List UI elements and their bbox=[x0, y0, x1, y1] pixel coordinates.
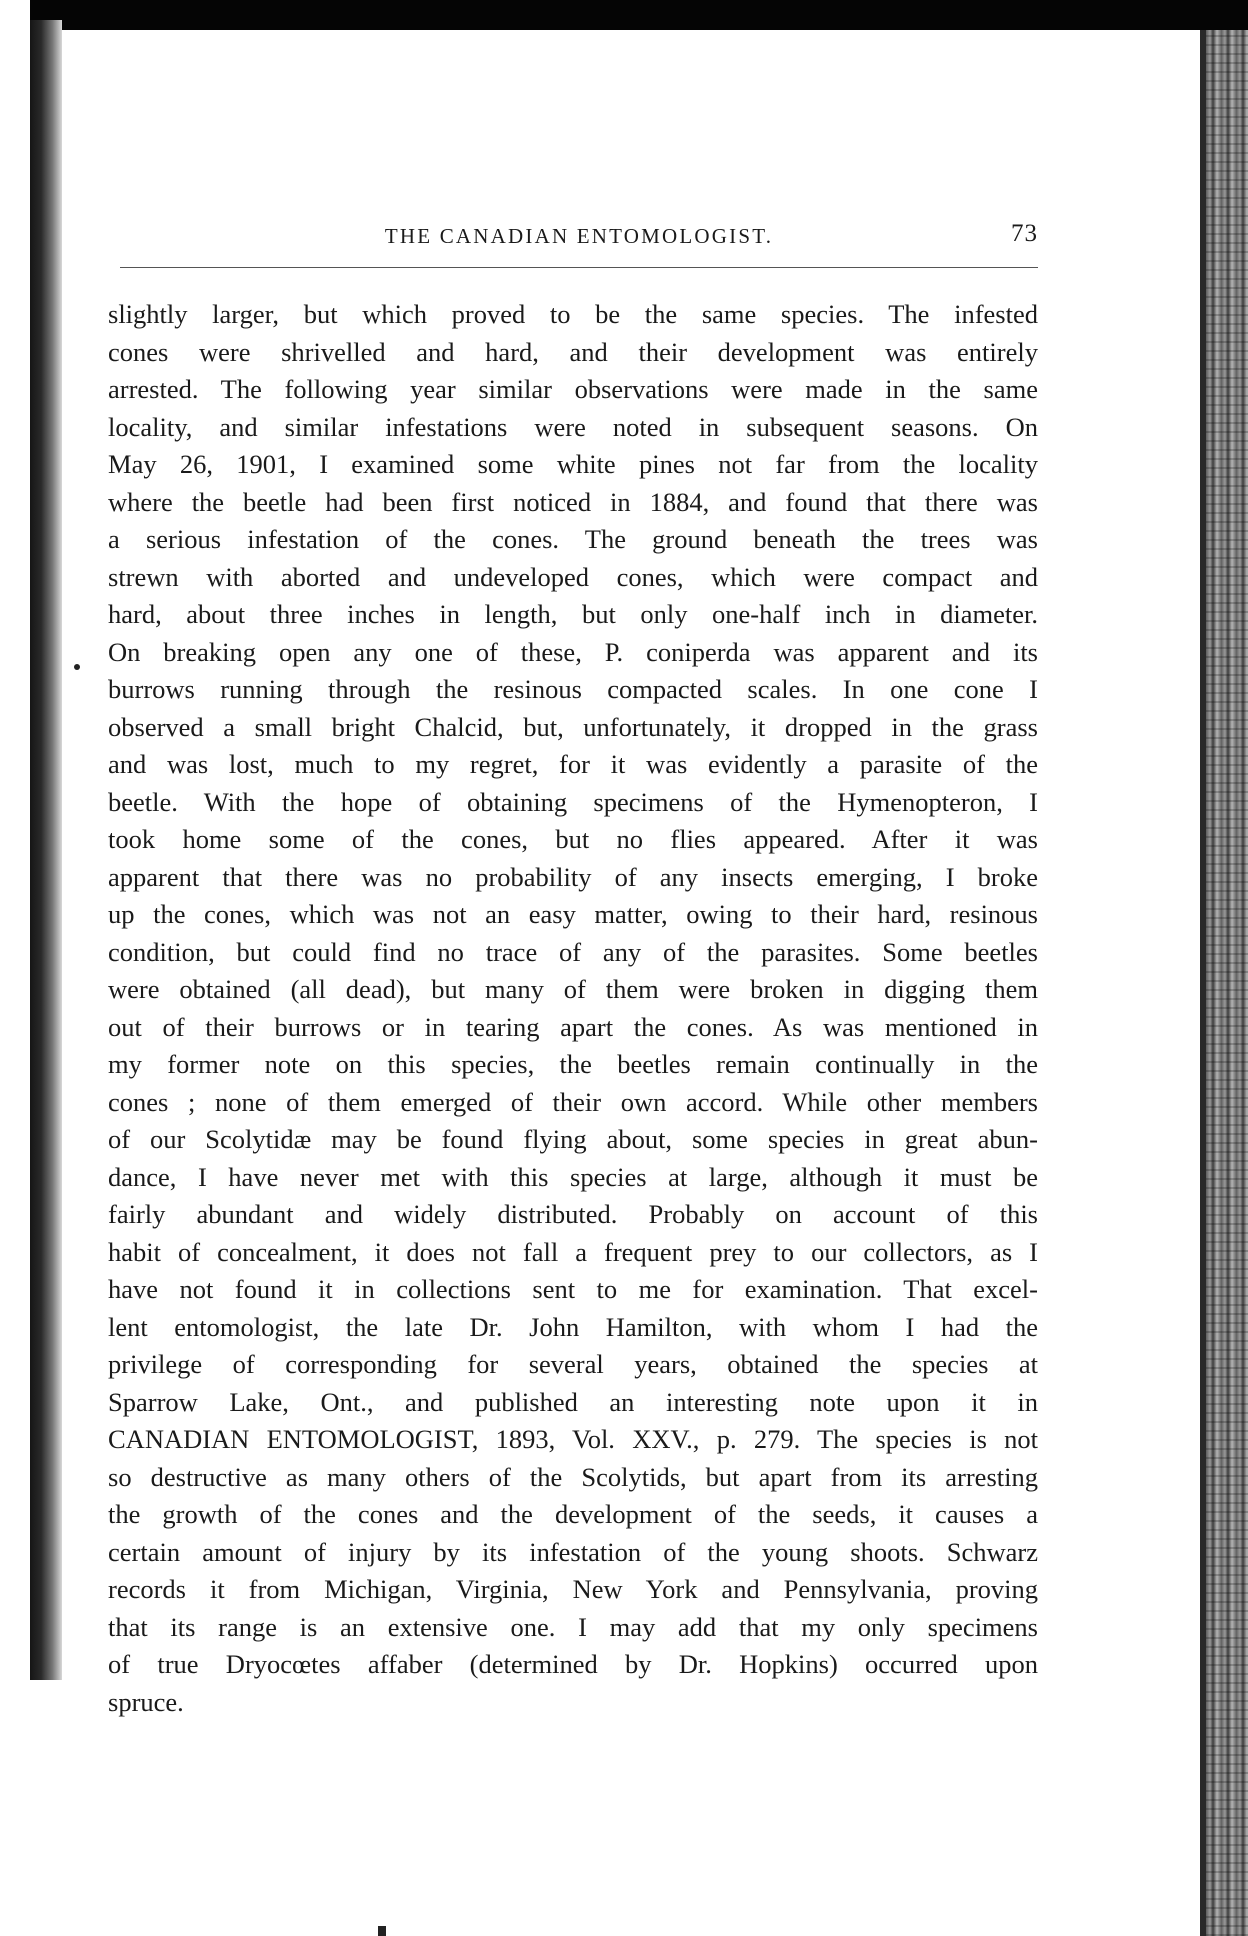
text-line: CANADIAN ENTOMOLOGIST, 1893, Vol. XXV., p. 279. The species is not bbox=[108, 1424, 1038, 1454]
text-line: On breaking open any one of these, P. coniperda was apparent and its bbox=[108, 636, 1038, 667]
text-line: cones ; none of them emerged of their own accord. While other members bbox=[108, 1086, 1038, 1117]
text-line: May 26, 1901, I examined some white pines not far from the locality bbox=[108, 449, 1038, 479]
binding-shadow bbox=[30, 20, 62, 1680]
scan-artifact bbox=[378, 1926, 386, 1936]
text-line: beetle. With the hope of obtaining specimens of the Hymenopteron, I bbox=[108, 786, 1038, 817]
text-line: dance, I have never met with this species at large, although it must be bbox=[108, 1161, 1038, 1192]
text-line: condition, but could find no trace of any of the parasites. Some beetles bbox=[108, 936, 1038, 967]
scan-top-border bbox=[0, 0, 1248, 30]
text-line: my former note on this species, the beetles remain continually in the bbox=[108, 1049, 1038, 1079]
text-line: slightly larger, but which proved to be the same species. The infested bbox=[108, 299, 1038, 329]
text-line: cones were shrivelled and hard, and their development was entirely bbox=[108, 336, 1038, 367]
text-line: so destructive as many others of the Scolytids, but apart from its arresting bbox=[108, 1461, 1038, 1492]
text-line: fairly abundant and widely distributed. Probably on account of this bbox=[108, 1199, 1038, 1229]
running-title: THE CANADIAN ENTOMOLOGIST. bbox=[384, 224, 774, 248]
text-line: certain amount of injury by its infestation of the young shoots. Schwarz bbox=[108, 1536, 1038, 1567]
margin-mark bbox=[74, 664, 80, 670]
text-line: a serious infestation of the cones. The ground beneath the trees was bbox=[108, 524, 1038, 554]
text-line: apparent that there was no probability of any insects emerging, I broke bbox=[108, 861, 1038, 892]
text-line: have not found it in collections sent to me for examination. That excel- bbox=[108, 1274, 1038, 1304]
text-line: privilege of corresponding for several years, obtained the species at bbox=[108, 1349, 1038, 1379]
text-line: that its range is an extensive one. I may add that my only specimens bbox=[108, 1611, 1038, 1642]
text-line: and was lost, much to my regret, for it was evidently a parasite of the bbox=[108, 749, 1038, 779]
page-edges bbox=[1206, 30, 1248, 1936]
text-line: burrows running through the resinous compacted scales. In one cone I bbox=[108, 674, 1038, 704]
text-line: arrested. The following year similar observations were made in the same bbox=[108, 374, 1038, 404]
text-line: hard, about three inches in length, but only one-half inch in diameter. bbox=[108, 599, 1038, 629]
text-line: locality, and similar infestations were noted in subsequent seasons. On bbox=[108, 411, 1038, 442]
text-line: habit of concealment, it does not fall a frequent prey to our collectors, as I bbox=[108, 1236, 1038, 1267]
text-line: spruce. bbox=[108, 1686, 184, 1717]
text-line: of our Scolytidæ may be found flying about, some species in great abun- bbox=[108, 1124, 1038, 1154]
text-line: up the cones, which was not an easy matter, owing to their hard, resinous bbox=[108, 899, 1038, 929]
text-line: took home some of the cones, but no flies appeared. After it was bbox=[108, 824, 1038, 854]
text-line: strewn with aborted and undeveloped cones, which were compact and bbox=[108, 561, 1038, 592]
page-header bbox=[120, 220, 1038, 260]
header-rule bbox=[120, 267, 1038, 268]
text-line: of true Dryocœtes affaber (determined by Dr. Hopkins) occurred upon bbox=[108, 1649, 1038, 1679]
page-number: 73 bbox=[1011, 220, 1038, 247]
text-line: lent entomologist, the late Dr. John Hamilton, with whom I had the bbox=[108, 1311, 1038, 1342]
text-line: out of their burrows or in tearing apart the cones. As was mentioned in bbox=[108, 1011, 1038, 1042]
text-line: where the beetle had been first noticed in 1884, and found that there was bbox=[108, 486, 1038, 517]
text-line: observed a small bright Chalcid, but, unfortunately, it dropped in the grass bbox=[108, 711, 1038, 742]
text-line: Sparrow Lake, Ont., and published an interesting note upon it in bbox=[108, 1386, 1038, 1417]
text-line: the growth of the cones and the development of the seeds, it causes a bbox=[108, 1499, 1038, 1529]
scan-left-margin bbox=[0, 0, 30, 1936]
text-line: records it from Michigan, Virginia, New York and Pennsylvania, proving bbox=[108, 1574, 1038, 1604]
text-line: were obtained (all dead), but many of them were broken in digging them bbox=[108, 974, 1038, 1004]
body-paragraph bbox=[108, 296, 1038, 1721]
